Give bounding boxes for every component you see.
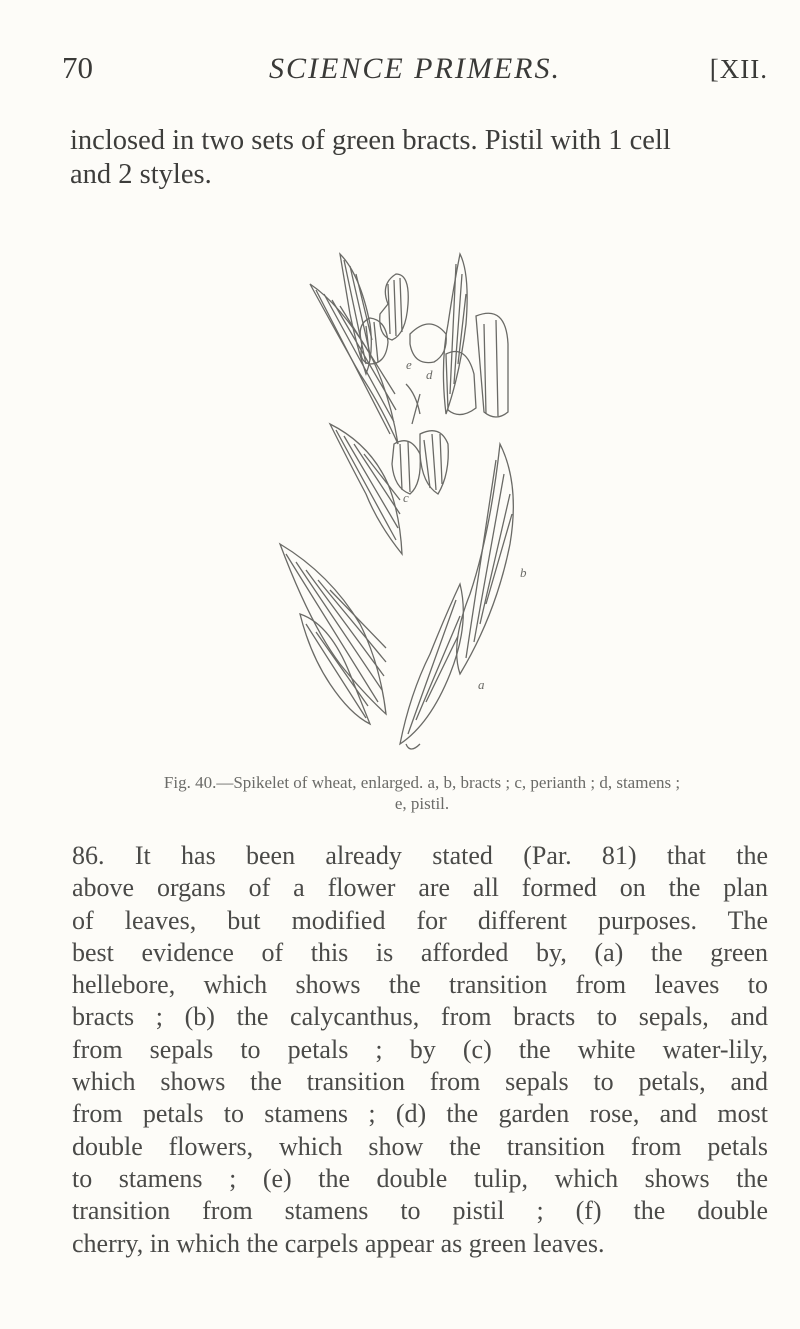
paragraph-line: above organs of a flower are all formed on the plan [72,873,768,903]
spikelet-drawing [270,244,540,764]
paragraph-line: to stamens ; (e) the double tulip, which shows the [72,1163,768,1193]
paragraph-line: best evidence of this is afforded by, (a) the green [72,937,768,967]
paragraph-line: 86. It has been already stated (Par. 81) that the [72,841,768,870]
caption-line-1: Fig. 40.—Spikelet of wheat, enlarged. a, b, bracts ; c, perianth ; d, stamens ; [163,773,681,792]
page-number: 70 [62,50,93,85]
paragraph-line: which shows the transition from sepals to petals, and [72,1067,768,1097]
intro-line-1: inclosed in two sets of green bracts. Pistil with 1 cell [70,125,671,156]
label-c: c [403,490,409,505]
page-header [62,50,768,94]
paragraph-line: transition from stamens to pistil ; (f) the double [72,1196,768,1226]
paragraph-line: cherry, in which the carpels appear as green leaves. [72,1228,605,1258]
paragraph-line: hellebore, which shows the transition from leaves to [72,970,768,1000]
figure-caption [72,772,772,814]
label-b: b [520,565,527,580]
label-a: a [478,677,485,692]
paragraph-line: of leaves, but modified for different purposes. The [72,905,768,935]
paragraph-line: double flowers, which show the transition from petals [72,1131,768,1161]
paragraph-86 [72,840,768,1260]
chapter-mark: [XII. [709,54,768,84]
paragraph-line: from sepals to petals ; by (c) the white water-lily, [72,1034,768,1064]
paragraph-line: bracts ; (b) the calycanthus, from bracts to sepals, and [72,1002,768,1032]
intro-paragraph [70,124,770,192]
paragraph-line: from petals to stamens ; (d) the garden rose, and most [72,1099,768,1129]
spikelet-illustration [270,244,540,764]
intro-line-2: and 2 styles. [70,159,212,190]
label-d: d [426,367,433,382]
caption-line-2: e, pistil. [394,794,450,813]
label-e: e [406,357,412,372]
running-title: SCIENCE PRIMERS. [269,52,561,85]
